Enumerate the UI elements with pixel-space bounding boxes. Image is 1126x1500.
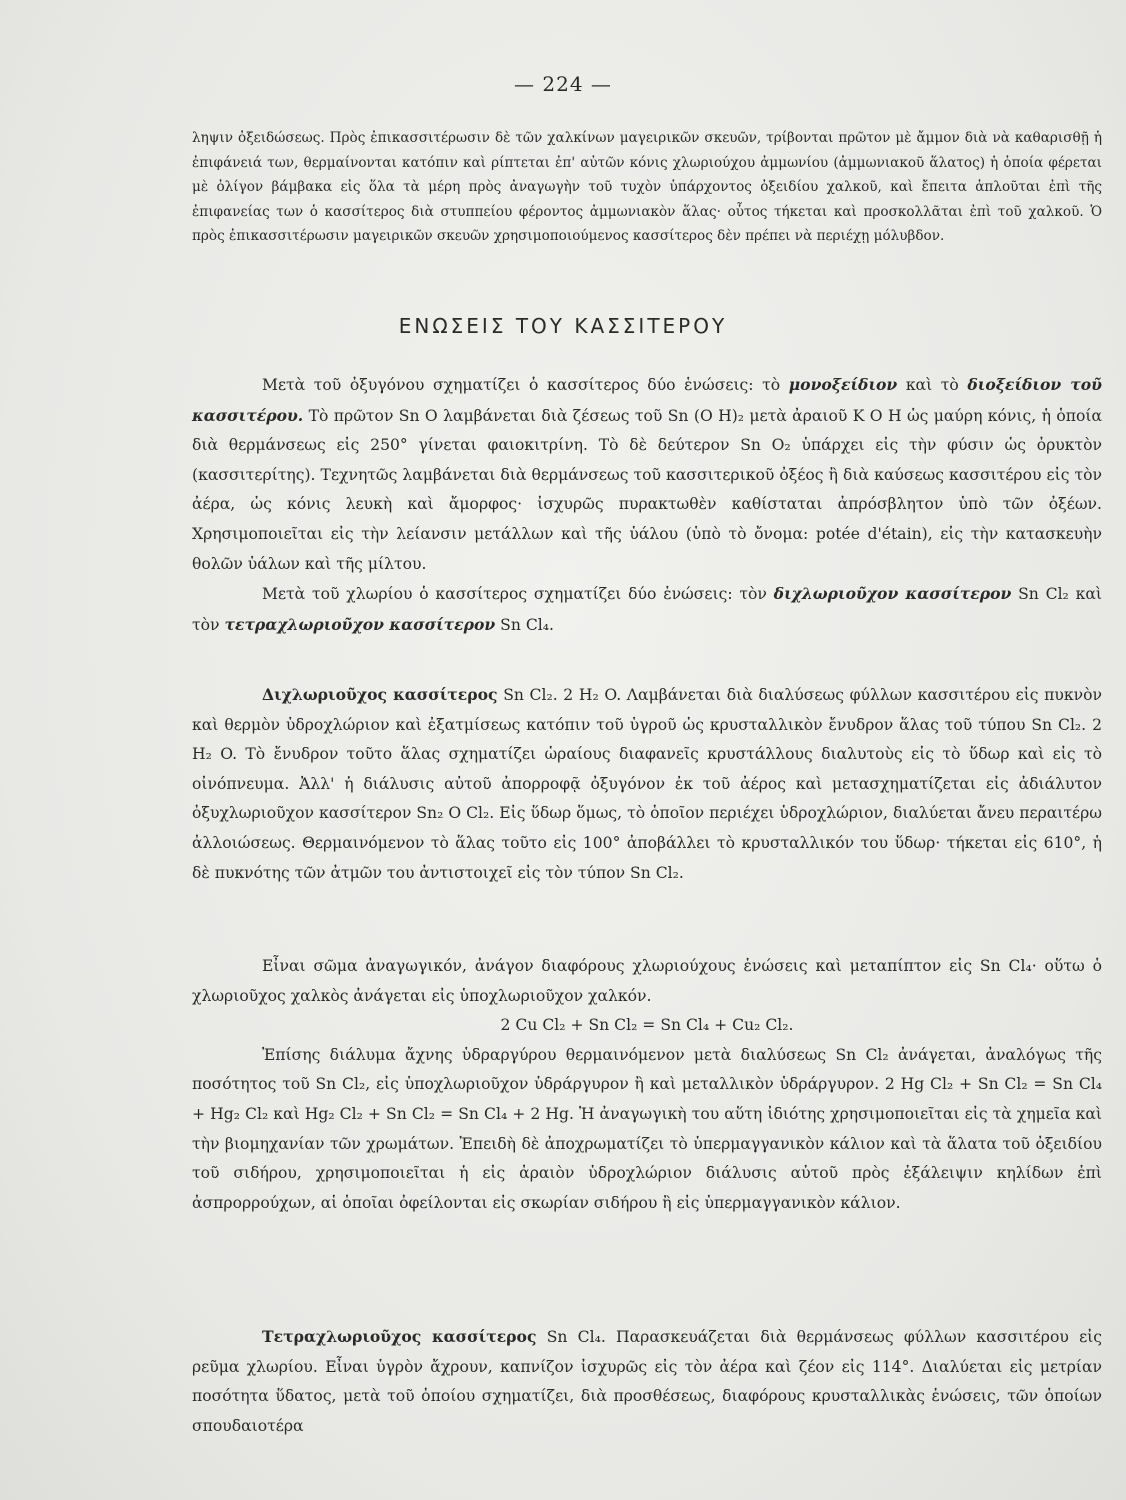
tetrachloride-title: Τετραχλωριοῦχος κασσίτερος [262, 1327, 537, 1346]
chlorides-paragraph [192, 579, 1102, 640]
dichloride-title: Διχλωριοῦχος κασσίτερος [262, 685, 498, 704]
oxides-paragraph [192, 370, 1102, 579]
tetrachloride-text: Sn Cl₄. Παρασκευάζεται διὰ θερμάνσεως φύλλων κασσιτέρου εἰς ρεῦμα χλωρίου. Εἶναι ὑγρὸν ἄχρουν, καπνίζον ἰσχυρῶς εἰς τὸν ἀέρα καὶ ζέον εἰς 114°. Διαλύεται εἰς μετρίαν ποσότητα ὕδατος, μετὰ τοῦ ὁποίου σχηματίζει, διὰ προσθέσεως, διαφόρους κρυσταλλικὰς ἑνώσεις, τῶν ὁποίων σπουδαιοτέρα [192, 1328, 1102, 1435]
dichloride-paragraph [192, 680, 1102, 888]
tetrachloride-section [192, 1322, 1102, 1441]
term-dioxide: διοξείδιον τοῦ κασσιτέρου. [192, 375, 1102, 425]
reducing-section [192, 952, 1102, 1218]
chlorides-text-a: Μετὰ τοῦ χλωρίου ὁ κασσίτερος σχηματίζει δύο ἑνώσεις: τὸν [262, 585, 767, 604]
reducing-paragraph-2: Ἐπίσης διάλυμα ἄχνης ὑδραργύρου θερμαινόμενον μετὰ διαλύσεως Sn Cl₂ ἀνάγεται, ἀναλόγως τῆς ποσότητος τοῦ Sn Cl₂, εἰς ὑποχλωριοῦχον ὑδράργυρον ἢ καὶ μεταλλικὸν ὑδράργυρον. 2 Hg Cl₂ + Sn Cl₂ = Sn Cl₄ + Hg₂ Cl₂ καὶ Hg₂ Cl₂ + Sn Cl₂ = Sn Cl₄ + 2 Hg. Ἡ ἀναγωγικὴ του αὕτη ἰδιότης χρησιμοποιεῖται εἰς τὰ χημεῖα καὶ τὴν βιομηχανίαν τῶν χρωμάτων. Ἐπειδὴ δὲ ἀποχρωματίζει τὸ ὑπερμαγγανικὸν κάλιον καὶ τὰ ἅλατα τοῦ ὀξειδίου τοῦ σιδήρου, χρησιμοποιεῖται ἡ εἰς ἀραιὸν ὑδροχλώριον διάλυσις αὐτοῦ πρὸς ἐξάλειψιν κηλίδων ἐπὶ ἀσπρορρούχων, αἱ ὁποῖαι ὀφείλονται εἰς σκωρίαν σιδήρου ἢ εἰς ὑπερμαγγανικὸν κάλιον. [192, 1045, 1102, 1212]
oxides-text-c: Τὸ πρῶτον Sn O λαμβάνεται διὰ ζέσεως τοῦ Sn (O H)₂ μετὰ ἀραιοῦ K O H ὡς μαύρη κόνις, ἡ ὁποία διὰ θερμάνσεως εἰς 250° γίνεται φαιοκιτρίνη. Τὸ δὲ δεύτερον Sn O₂ ὑπάρχει εἰς τὴν φύσιν ὡς ὀρυκτὸν (κασσιτερίτης). Τεχνητῶς λαμβάνεται διὰ θερμάνσεως τοῦ κασσιτερικοῦ ὀξέος ἢ διὰ καύσεως κασσιτέρου εἰς τὸν ἀέρα, ὡς κόνις λευκὴ καὶ ἄμορφος· ἰσχυρῶς πυρακτωθὲν καθίσταται ἀπρόσβλητον ὑπὸ τῶν ὀξέων. Χρησιμοποιεῖται εἰς τὴν λείανσιν μετάλλων καὶ τῆς ὑάλου (ὑπὸ τὸ ὄνομα: potée d'étain), εἰς τὴν κατασκευὴν θολῶν ὑάλων καὶ τῆς μίλτου. [192, 406, 1102, 573]
chlorides-text-c: Sn Cl₄. [500, 615, 554, 634]
dichloride-section [192, 680, 1102, 888]
oxides-section [192, 370, 1102, 640]
chlorides-text-b: Sn Cl₂ καὶ τὸν [192, 585, 1102, 634]
equation-copper: 2 Cu Cl₂ + Sn Cl₂ = Sn Cl₄ + Cu₂ Cl₂. [500, 1016, 794, 1035]
section-heading: ΕΝΩΣΕΙΣ ΤΟΥ ΚΑΣΣΙΤΕΡΟΥ [398, 314, 728, 338]
term-dichloride: διχλωριοῦχον κασσίτερον [773, 584, 1012, 604]
oxides-text-b: καὶ τὸ [905, 376, 959, 394]
dichloride-text: Sn Cl₂. 2 H₂ O. Λαμβάνεται διὰ διαλύσεως φύλλων κασσιτέρου εἰς πυκνὸν καὶ θερμὸν ὑδροχλώριον καὶ ἐξατμίσεως κατόπιν τοῦ ὑγροῦ ὡς κρυσταλλικὸν ἔνυδρον ἅλας τοῦ τύπου Sn Cl₂. 2 H₂ O. Τὸ ἔνυδρον τοῦτο ἅλας σχηματίζει ὡραίους διαφανεῖς κρυστάλλους διαλυτοὺς εἰς τὸ ὕδωρ καὶ εἰς τὸ οἰνόπνευμα. Ἀλλ' ἡ διάλυσις αὐτοῦ ἀπορροφᾷ ὀξυγόνον ἐκ τοῦ ἀέρος καὶ μετασχηματίζεται εἰς ἀδιάλυτον ὀξυχλωριοῦχον κασσίτερον Sn₂ O Cl₂. Εἰς ὕδωρ ὅμως, τὸ ὁποῖον περιέχει ὑδροχλώριον, διαλύεται ἄνευ περαιτέρω ἀλλοιώσεως. Θερμαινόμενον τὸ ἅλας τοῦτο εἰς 100° ἀποβάλλει τὸ κρυσταλλικόν του ὕδωρ· τήκεται εἰς 610°, ἡ δὲ πυκνότης τῶν ἀτμῶν του ἀντιστοιχεῖ εἰς τὸν τύπον Sn Cl₂. [192, 686, 1102, 882]
oxides-text-a: Μετὰ τοῦ ὀξυγόνου σχηματίζει ὁ κασσίτερος δύο ἑνώσεις: τὸ [262, 376, 781, 394]
page-number: — 224 — [514, 72, 612, 96]
term-monoxide: μονοξείδιον [788, 375, 898, 394]
term-tetrachloride: τετραχλωριοῦχον κασσίτερον [224, 614, 496, 634]
tetrachloride-paragraph [192, 1322, 1102, 1441]
intro-paragraph: ληψιν ὀξειδώσεως. Πρὸς ἐπικασσιτέρωσιν δὲ τῶν χαλκίνων μαγειρικῶν σκευῶν, τρίβονται πρῶτον μὲ ἄμμον διὰ νὰ καθαρισθῇ ἡ ἐπιφάνειά των, θερμαίνονται κατόπιν καὶ ρίπτεται ἐπ' αὐτῶν κόνις χλωριούχου ἀμμωνίου (ἀμμωνιακοῦ ἅλατος) ἡ ὁποία φέρεται μὲ ὀλίγον βάμβακα εἰς ὅλα τὰ μέρη πρὸς ἀναγωγὴν τοῦ τυχὸν ὑπάρχοντος ὀξειδίου χαλκοῦ, καὶ ἔπειτα ἁπλοῦται ἐπὶ τῆς ἐπιφανείας των ὁ κασσίτερος διὰ στυππείου φέροντος ἀμμωνιακὸν ἅλας· οὗτος τήκεται καὶ προσκολλᾶται ἐπὶ τοῦ χαλκοῦ. Ὁ πρὸς ἐπικασσιτέρωσιν μαγειρικῶν σκευῶν χρησιμοποιούμενος κασσίτερος δὲν πρέπει νὰ περιέχῃ μόλυβδον. [192, 130, 1102, 245]
reducing-paragraph-1: Εἶναι σῶμα ἀναγωγικόν, ἀνάγον διαφόρους χλωριούχους ἑνώσεις καὶ μεταπίπτον εἰς Sn Cl₄· οὕτω ὁ χλωριοῦχος χαλκὸς ἀνάγεται εἰς ὑποχλωριοῦχον χαλκόν. [192, 957, 1102, 1005]
